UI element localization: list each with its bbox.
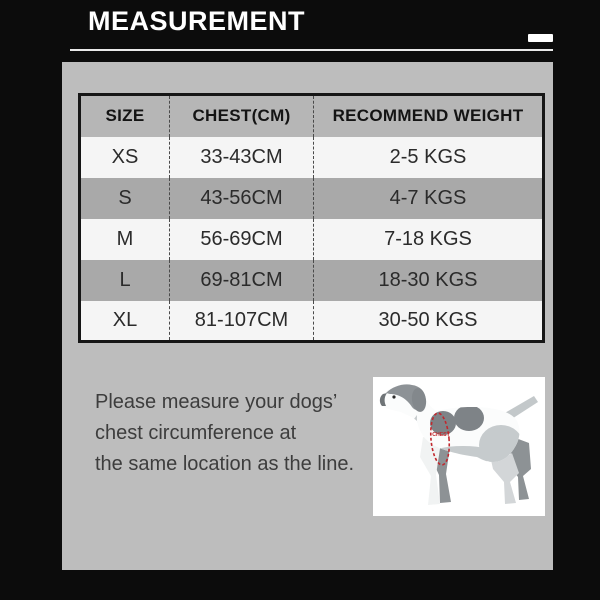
col-header-chest: CHEST(CM) xyxy=(170,95,314,137)
content-panel xyxy=(62,62,553,570)
title-bar xyxy=(0,0,600,62)
size-cell: L xyxy=(119,268,131,291)
weight-cell: 2-5 KGS xyxy=(314,137,544,178)
dog-illustration-card xyxy=(373,377,545,516)
col-header-weight: RECOMMEND WEIGHT xyxy=(314,95,544,137)
size-cell: XL xyxy=(112,308,138,331)
table-row xyxy=(80,301,544,342)
size-cell: XS xyxy=(111,145,139,168)
dog-illustration xyxy=(373,377,545,516)
weight-cell: 18-30 KGS xyxy=(314,260,544,301)
col-header-size: SIZE xyxy=(80,95,170,137)
size-cell: M xyxy=(116,227,134,250)
table-header-row xyxy=(80,95,544,137)
weight-cell: 7-18 KGS xyxy=(314,219,544,260)
table-row xyxy=(80,260,544,301)
minimize-icon[interactable] xyxy=(528,34,553,42)
weight-cell: 30-50 KGS xyxy=(314,301,544,342)
chest-cell: 69-81CM xyxy=(170,260,314,301)
table-row xyxy=(80,219,544,260)
note-line: the same location as the line. xyxy=(95,453,355,475)
chest-cell: 81-107CM xyxy=(170,301,314,342)
table-row xyxy=(80,178,544,219)
chest-cell: 33-43CM xyxy=(170,137,314,178)
size-cell: S xyxy=(118,186,132,209)
chest-cell: 56-69CM xyxy=(170,219,314,260)
weight-cell: 4-7 KGS xyxy=(314,178,544,219)
chest-label: CHEST xyxy=(432,432,450,438)
size-table-body xyxy=(80,137,544,342)
note-line: chest circumference at xyxy=(95,422,297,444)
measure-note xyxy=(95,387,375,480)
table-row xyxy=(80,137,544,178)
dog-back-patch xyxy=(454,405,484,431)
size-table xyxy=(78,93,545,343)
title-divider xyxy=(70,49,553,51)
note-line: Please measure your dogs’ xyxy=(95,391,338,413)
dog-eye xyxy=(392,395,395,398)
page-title: MEASUREMENT xyxy=(88,6,306,36)
chest-cell: 43-56CM xyxy=(170,178,314,219)
